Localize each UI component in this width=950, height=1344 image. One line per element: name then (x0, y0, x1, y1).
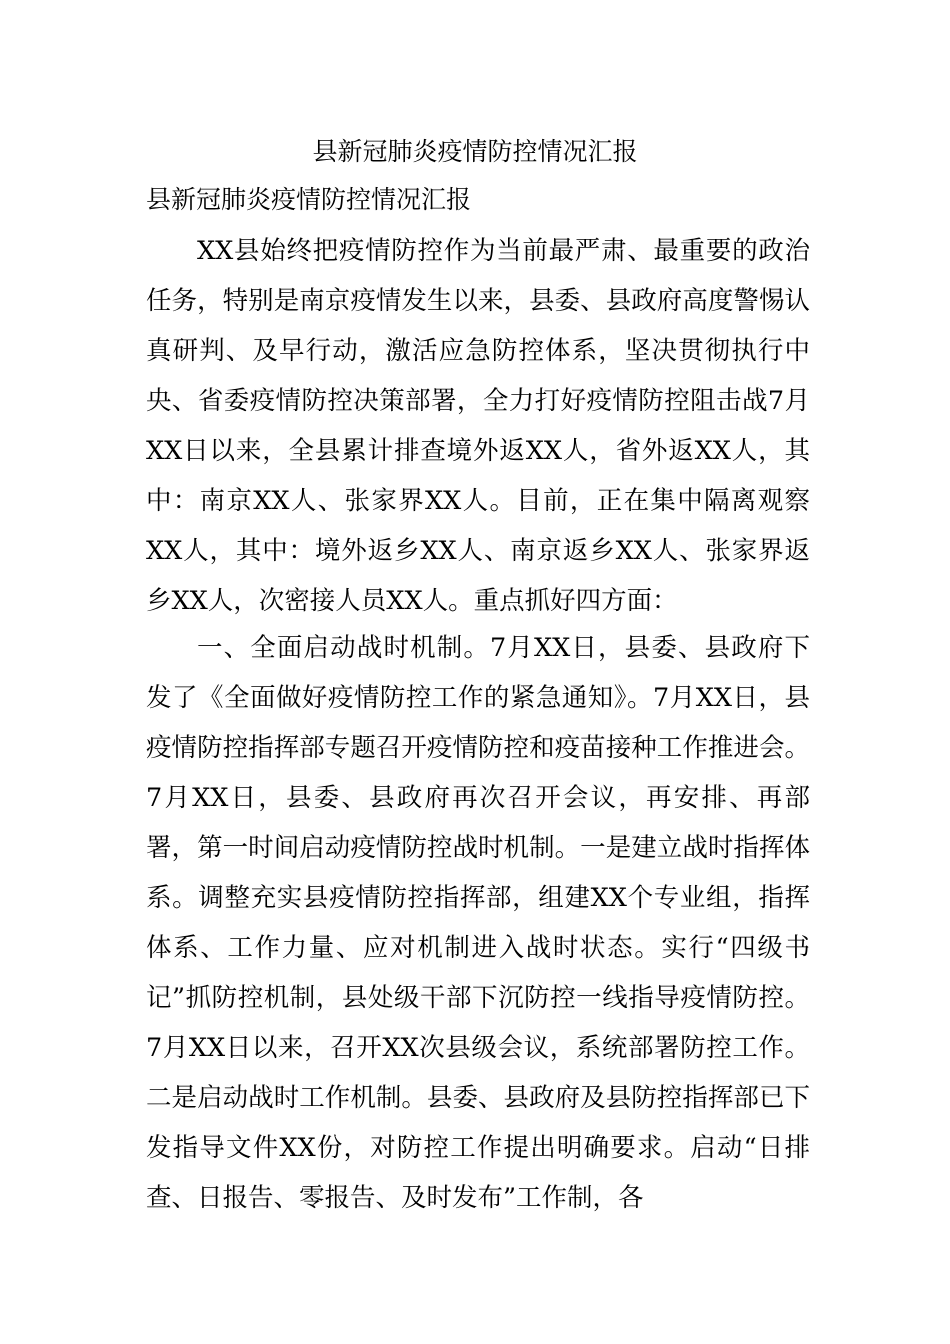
paragraph-intro: XX县始终把疫情防控作为当前最严肃、最重要的政治任务，特别是南京疫情发生以来，县委、县政府高度警惕认真研判、及早行动，激活应急防控体系，坚决贯彻执行中央、省委疫情防控决策部署，全力打好疫情防控阻击战7月XX日以来，全县累计排查境外返XX人，省外返XX人，其中：南京XX人、张家界XX人。目前，正在集中隔离观察XX人，其中：境外返乡XX人、南京返乡XX人、张家界返乡XX人，次密接人员XX人。重点抓好四方面： (146, 236, 810, 616)
document-subtitle: 县新冠肺炎疫情防控情况汇报 (146, 185, 472, 214)
document-title: 县新冠肺炎疫情防控情况汇报 (312, 137, 638, 166)
paragraph-section-one: 一、全面启动战时机制。7月XX日，县委、县政府下发了《全面做好疫情防控工作的紧急通知》。7月XX日，县疫情防控指挥部专题召开疫情防控和疫苗接种工作推进会。7月XX日，县委、县政府再次召开会议，再安排、再部署，第一时间启动疫情防控战时机制。一是建立战时指挥体系。调整充实县疫情防控指挥部，组建XX个专业组，指挥体系、工作力量、应对机制进入战时状态。实行“四级书记”抓防控机制，县处级干部下沉防控一线指导疫情防控。7月XX日以来，召开XX次县级会议，系统部署防控工作。二是启动战时工作机制。县委、县政府及县防控指挥部已下发指导文件XX份，对防控工作提出明确要求。启动“日排查、日报告、零报告、及时发布”工作制，各 (146, 633, 810, 1213)
